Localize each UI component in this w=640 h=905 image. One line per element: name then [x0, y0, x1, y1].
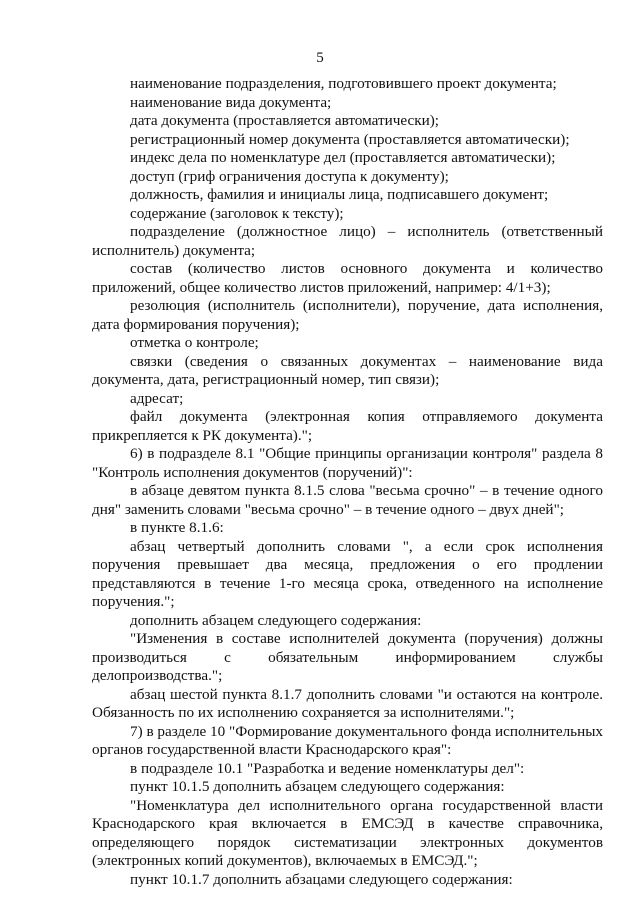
paragraph: абзац четвертый дополнить словами ", а если срок исполнения поручения превышает два месяца, предложения о его продлении представляются в течение 1-го месяца срока, отведенного на исполнение поручения.";	[92, 537, 603, 610]
paragraph: наименование вида документа;	[130, 93, 332, 111]
paragraph: индекс дела по номенклатуре дел (проставляется автоматически);	[130, 149, 556, 166]
paragraph: дополнить абзацем следующего содержания:	[130, 611, 422, 629]
page-number: 5	[316, 50, 324, 66]
paragraph: связки (сведения о связанных документах – наименование вида документа, дата, регистрационный номер, тип связи);	[92, 352, 603, 388]
paragraph: в абзаце девятом пункта 8.1.5 слова "весьма срочно" – в течение одного дня" заменить словами "весьма срочно" – в течение одного – двух дней";	[92, 482, 603, 518]
paragraph: пункт 10.1.7 дополнить абзацами следующего содержания:	[130, 870, 513, 888]
paragraph: резолюция (исполнитель (исполнители), поручение, дата исполнения, дата формирования поручения);	[92, 297, 603, 333]
paragraph: регистрационный номер документа (проставляется автоматически);	[130, 130, 570, 148]
paragraph: "Изменения в составе исполнителей документа (поручения) должны производиться с обязательным информированием службы делопроизводства.";	[92, 630, 603, 684]
paragraph: наименование подразделения, подготовившего проект документа;	[130, 75, 557, 92]
paragraph: адресат;	[130, 389, 184, 407]
paragraph: содержание (заголовок к тексту);	[130, 204, 344, 222]
paragraph: должность, фамилия и инициалы лица, подписавшего документ;	[130, 186, 549, 203]
paragraph: абзац шестой пункта 8.1.7 дополнить словами "и остаются на контроле. Обязанность по их исполнению сохраняется за исполнителями.";	[92, 685, 603, 721]
paragraph: "Номенклатура дел исполнительного органа государственной власти Краснодарского края включается в ЕМСЭД в качестве справочника, определяющего порядок систематизации электронных документов (электронных копий документов), включаемых в ЕМСЭД.";	[92, 796, 603, 869]
paragraph: подразделение (должностное лицо) – исполнитель (ответственный исполнитель) документа;	[92, 223, 603, 259]
paragraph: дата документа (проставляется автоматически);	[130, 112, 440, 129]
paragraph: файл документа (электронная копия отправляемого документа прикрепляется к РК документа).";	[92, 408, 603, 444]
paragraph: 7) в разделе 10 "Формирование документального фонда исполнительных органов государственной власти Краснодарского края":	[92, 722, 604, 758]
paragraph: отметка о контроле;	[130, 334, 259, 351]
paragraph: доступ (гриф ограничения доступа к документу);	[130, 167, 449, 185]
paragraph: в подразделе 10.1 "Разработка и ведение номенклатуры дел":	[130, 759, 525, 777]
paragraph: пункт 10.1.5 дополнить абзацем следующего содержания:	[130, 778, 505, 795]
paragraph: 6) в подразделе 8.1 "Общие принципы организации контроля" раздела 8 "Контроль исполнения документов (поручений)":	[92, 445, 603, 481]
document-body	[92, 75, 603, 889]
paragraph: состав (количество листов основного документа и количество приложений, общее количество листов приложений, например: 4/1+3);	[92, 260, 603, 296]
paragraph: в пункте 8.1.6:	[130, 519, 224, 536]
